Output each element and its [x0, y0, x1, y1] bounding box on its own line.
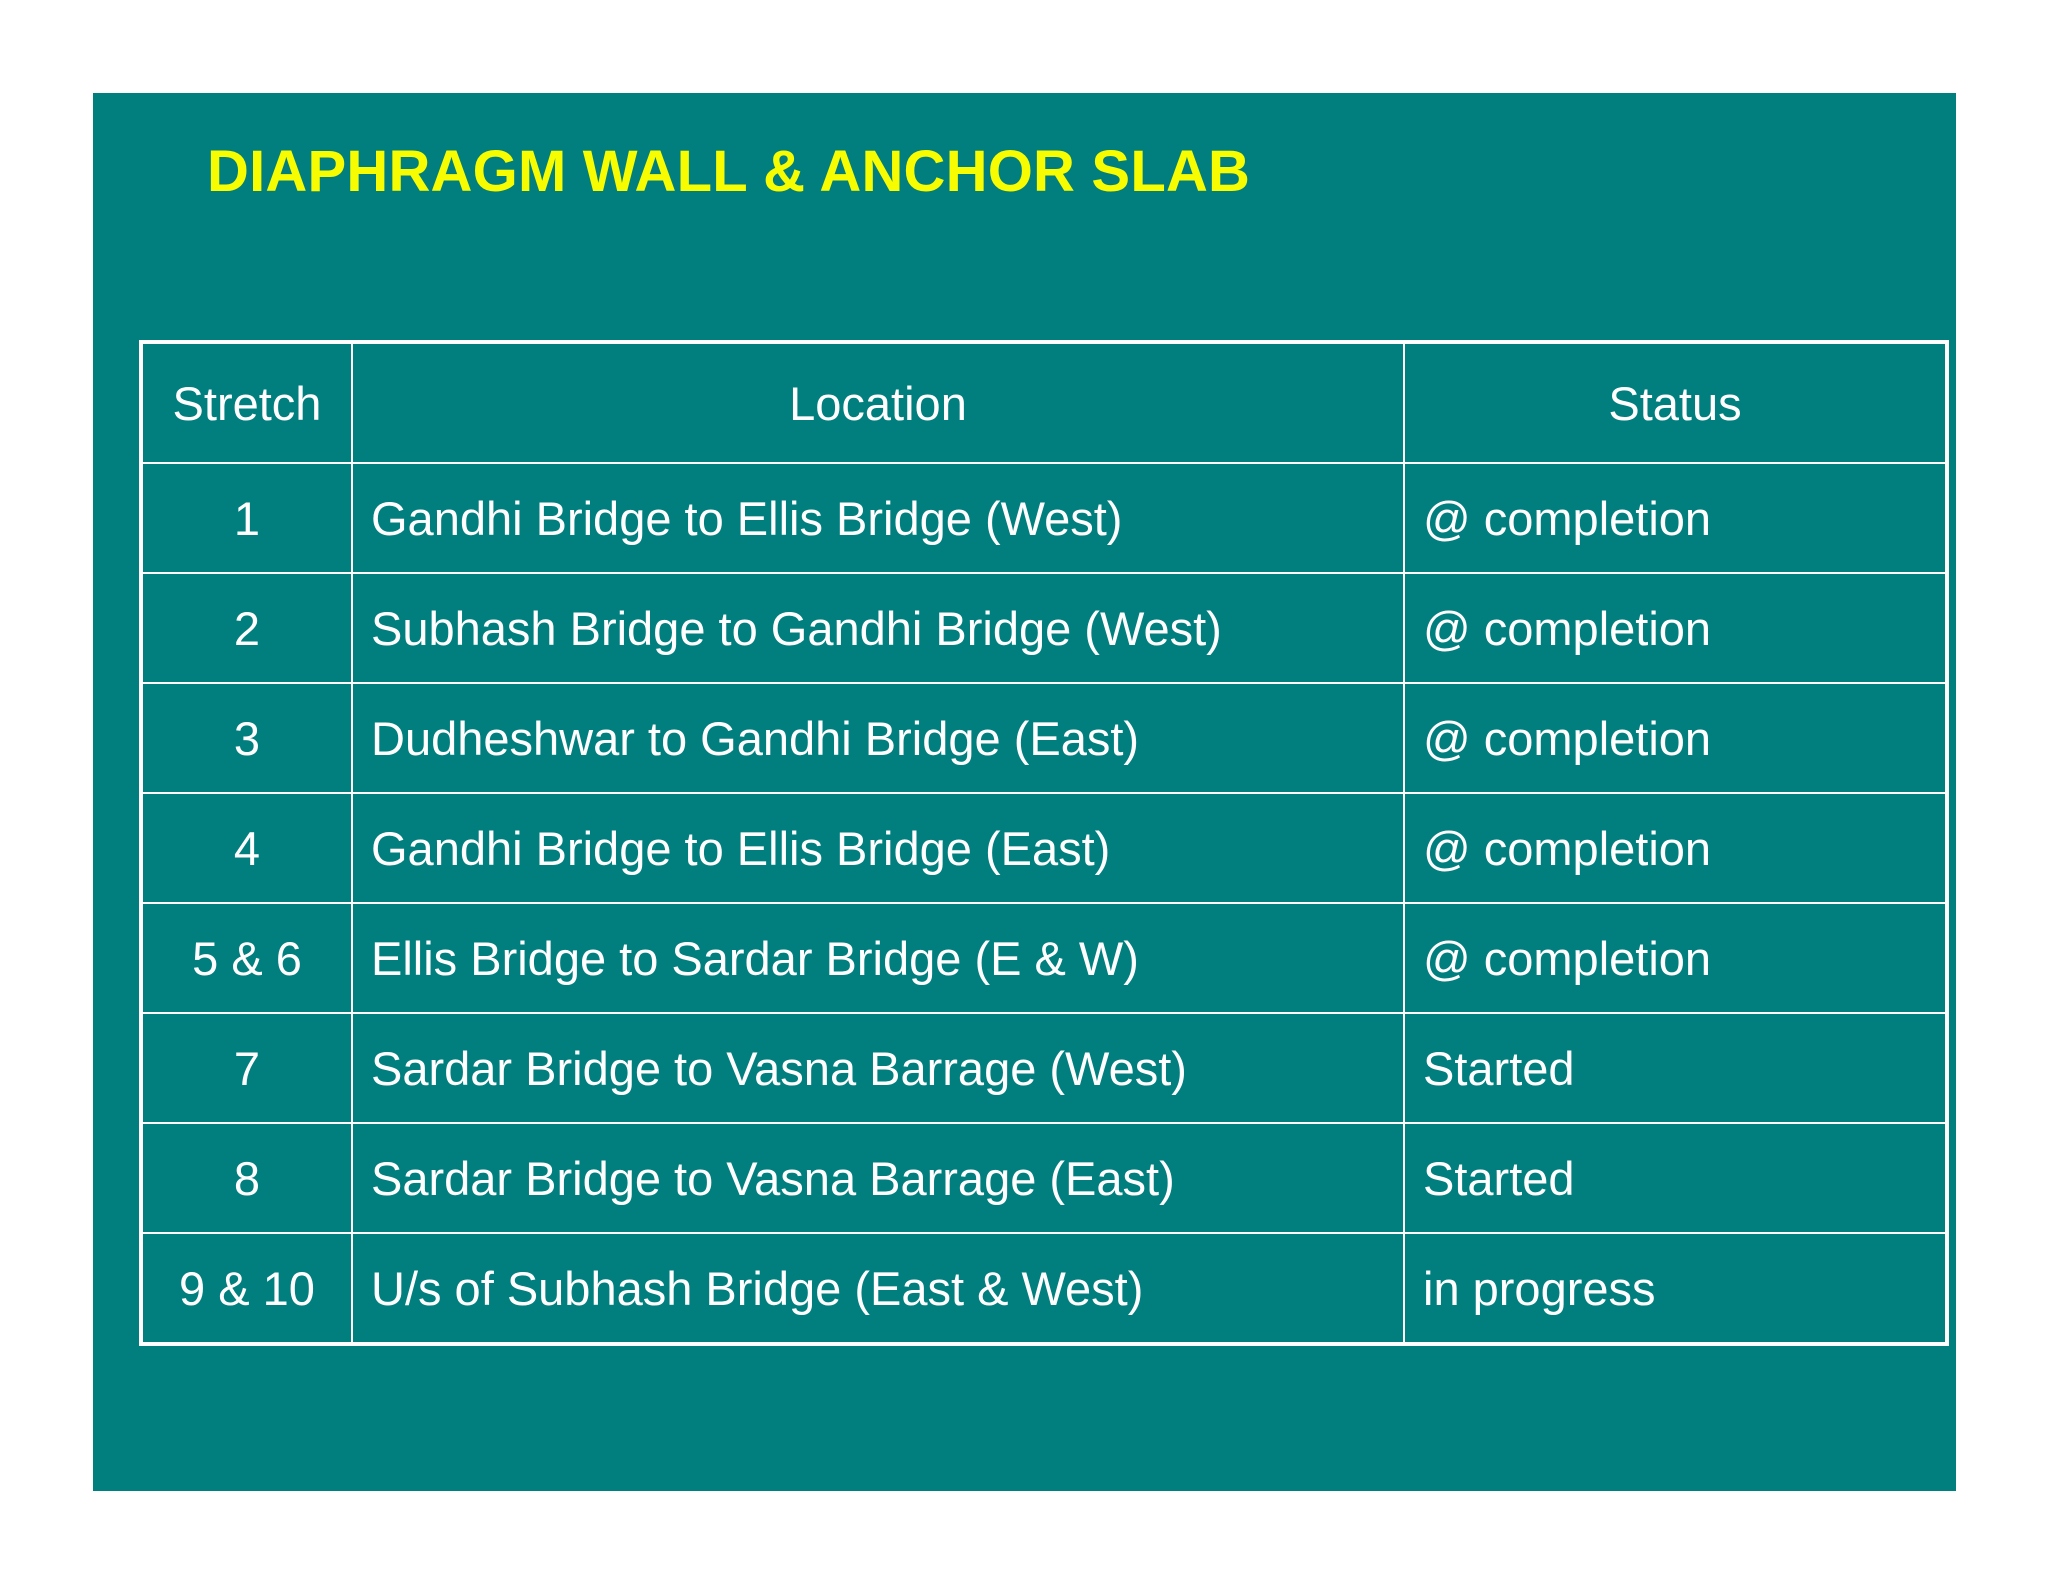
cell-status: @ completion — [1404, 683, 1947, 793]
table-row — [141, 903, 1947, 1013]
cell-location: Ellis Bridge to Sardar Bridge (E & W) — [352, 903, 1404, 1013]
cell-status: Started — [1404, 1123, 1947, 1233]
header-location: Location — [352, 342, 1404, 463]
cell-stretch: 2 — [141, 573, 352, 683]
slide-title: DIAPHRAGM WALL & ANCHOR SLAB — [207, 139, 1251, 204]
header-stretch: Stretch — [141, 342, 352, 463]
cell-status: @ completion — [1404, 573, 1947, 683]
cell-stretch: 9 & 10 — [141, 1233, 352, 1344]
cell-stretch: 4 — [141, 793, 352, 903]
cell-stretch: 1 — [141, 463, 352, 573]
table-row — [141, 573, 1947, 683]
cell-location: Gandhi Bridge to Ellis Bridge (East) — [352, 793, 1404, 903]
table-row — [141, 463, 1947, 573]
cell-location: Gandhi Bridge to Ellis Bridge (West) — [352, 463, 1404, 573]
cell-stretch: 3 — [141, 683, 352, 793]
cell-status: @ completion — [1404, 903, 1947, 1013]
table-row — [141, 1013, 1947, 1123]
table-row — [141, 1123, 1947, 1233]
table-row — [141, 793, 1947, 903]
cell-status: in progress — [1404, 1233, 1947, 1344]
cell-location: Sardar Bridge to Vasna Barrage (East) — [352, 1123, 1404, 1233]
header-status: Status — [1404, 342, 1947, 463]
cell-location: Subhash Bridge to Gandhi Bridge (West) — [352, 573, 1404, 683]
cell-status: @ completion — [1404, 463, 1947, 573]
cell-stretch: 5 & 6 — [141, 903, 352, 1013]
cell-location: U/s of Subhash Bridge (East & West) — [352, 1233, 1404, 1344]
table-row — [141, 683, 1947, 793]
cell-stretch: 7 — [141, 1013, 352, 1123]
table-header-row — [141, 342, 1947, 463]
table-row — [141, 1233, 1947, 1344]
cell-status: @ completion — [1404, 793, 1947, 903]
cell-stretch: 8 — [141, 1123, 352, 1233]
status-table — [139, 340, 1949, 1346]
cell-location: Dudheshwar to Gandhi Bridge (East) — [352, 683, 1404, 793]
cell-status: Started — [1404, 1013, 1947, 1123]
slide — [93, 93, 1956, 1491]
cell-location: Sardar Bridge to Vasna Barrage (West) — [352, 1013, 1404, 1123]
